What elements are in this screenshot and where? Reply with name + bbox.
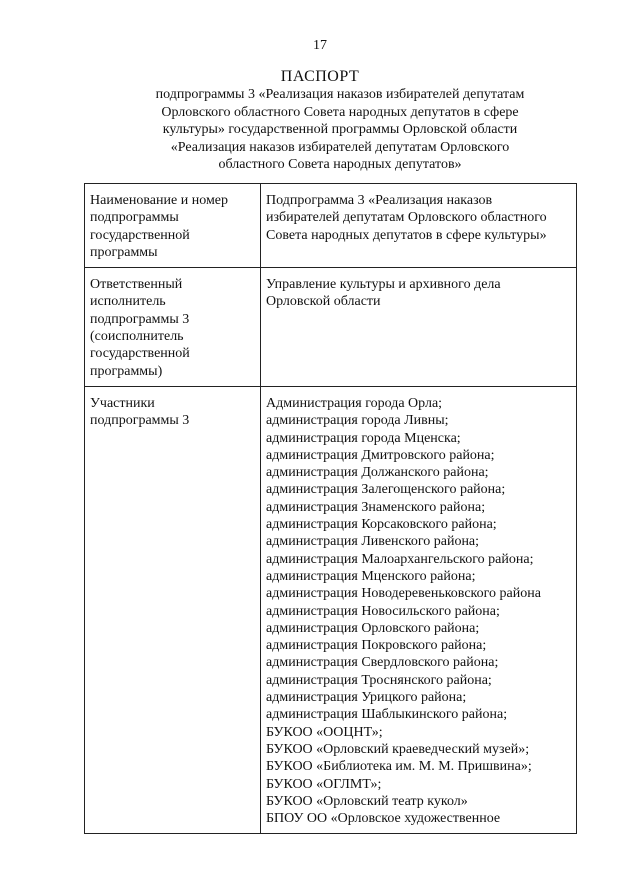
passport-table	[84, 183, 577, 834]
participant-item: БУКОО «Библиотека им. М. М. Пришвина»;	[266, 759, 532, 775]
row-label-cell	[85, 386, 261, 833]
participant-item: БПОУ ОО «Орловское художественное	[266, 811, 501, 827]
participant-item: администрация Дмитровского района;	[266, 447, 495, 463]
participant-item: БУКОО «Орловский краеведческий музей»;	[266, 741, 530, 757]
participant-item: администрация Троснянского района;	[266, 672, 492, 688]
row-value-line: Управление культуры и архивного дела	[266, 277, 501, 293]
participant-item: администрация Знаменского района;	[266, 499, 486, 515]
page-number: 17	[313, 38, 327, 53]
table-row-subprogram-name	[85, 184, 577, 268]
row-value-line: Подпрограмма 3 «Реализация наказов	[266, 193, 493, 208]
document-title: ПАСПОРТ	[280, 68, 360, 85]
row-label-line: Участники	[90, 395, 155, 411]
participant-item: БУКОО «Орловский театр кукол»	[266, 793, 468, 809]
row-label-line: исполнитель	[90, 294, 166, 310]
row-label-cell	[85, 268, 261, 387]
participant-item: администрация Корсаковского района;	[266, 517, 497, 533]
participant-item: администрация Покровского района;	[266, 638, 487, 654]
document-subtitle	[90, 86, 590, 174]
row-label-line: подпрограммы 3	[90, 311, 190, 327]
row-value-line: избирателей депутатам Орловского областного	[266, 210, 547, 226]
table-row-responsible-executor	[85, 268, 577, 387]
participant-item: администрация Должанского района;	[266, 465, 489, 481]
row-value-cell	[261, 184, 577, 268]
participant-item: администрация Урицкого района;	[266, 690, 467, 706]
participant-item: Администрация города Орла;	[266, 395, 443, 411]
participant-item: БУКОО «ОГЛМТ»;	[266, 776, 382, 792]
row-value-line: Совета народных депутатов в сфере культуры»	[266, 227, 547, 243]
participant-item: администрация Ливенского района;	[266, 534, 480, 550]
row-value-line: Орловской области	[266, 294, 381, 310]
row-label-line: программы	[90, 244, 158, 260]
participant-item: администрация Свердловского района;	[266, 655, 499, 671]
subtitle-line: областного Совета народных депутатов»	[218, 157, 462, 172]
row-value-cell	[261, 268, 577, 387]
row-label-line: Наименование и номер	[90, 193, 229, 208]
table-row-participants	[85, 386, 577, 833]
row-label-line: подпрограммы	[90, 210, 179, 226]
row-label-line: Ответственный	[90, 277, 183, 293]
subtitle-line: «Реализация наказов избирателей депутатам Орловского	[170, 139, 510, 155]
participant-item: БУКОО «ООЦНТ»;	[266, 724, 383, 740]
subtitle-line: подпрограммы 3 «Реализация наказов избирателей депутатам	[155, 87, 525, 102]
row-label-line: государственной	[90, 227, 190, 243]
row-label-line: государственной	[90, 346, 190, 362]
row-value-cell	[261, 386, 577, 833]
participant-item: администрация города Ливны;	[266, 413, 449, 429]
participant-item: администрация города Мценска;	[266, 430, 461, 446]
participant-item: администрация Малоархангельского района;	[266, 551, 534, 567]
participant-item: администрация Новосильского района;	[266, 603, 500, 619]
participant-item: администрация Залегощенского района;	[266, 482, 506, 498]
row-label-line: подпрограммы 3	[90, 413, 190, 429]
subtitle-line: культуры» государственной программы Орловской области	[162, 122, 518, 137]
participant-item: администрация Мценского района;	[266, 568, 476, 584]
participant-item: администрация Шаблыкинского района;	[266, 707, 508, 723]
participant-item: администрация Орловского района;	[266, 620, 480, 636]
row-label-cell	[85, 184, 261, 268]
subtitle-line: Орловского областного Совета народных депутатов в сфере	[161, 104, 519, 120]
row-label-line: программы)	[90, 363, 163, 379]
row-label-line: (соисполнитель	[90, 329, 184, 345]
participant-item: администрация Новодеревеньковского района	[266, 586, 541, 602]
